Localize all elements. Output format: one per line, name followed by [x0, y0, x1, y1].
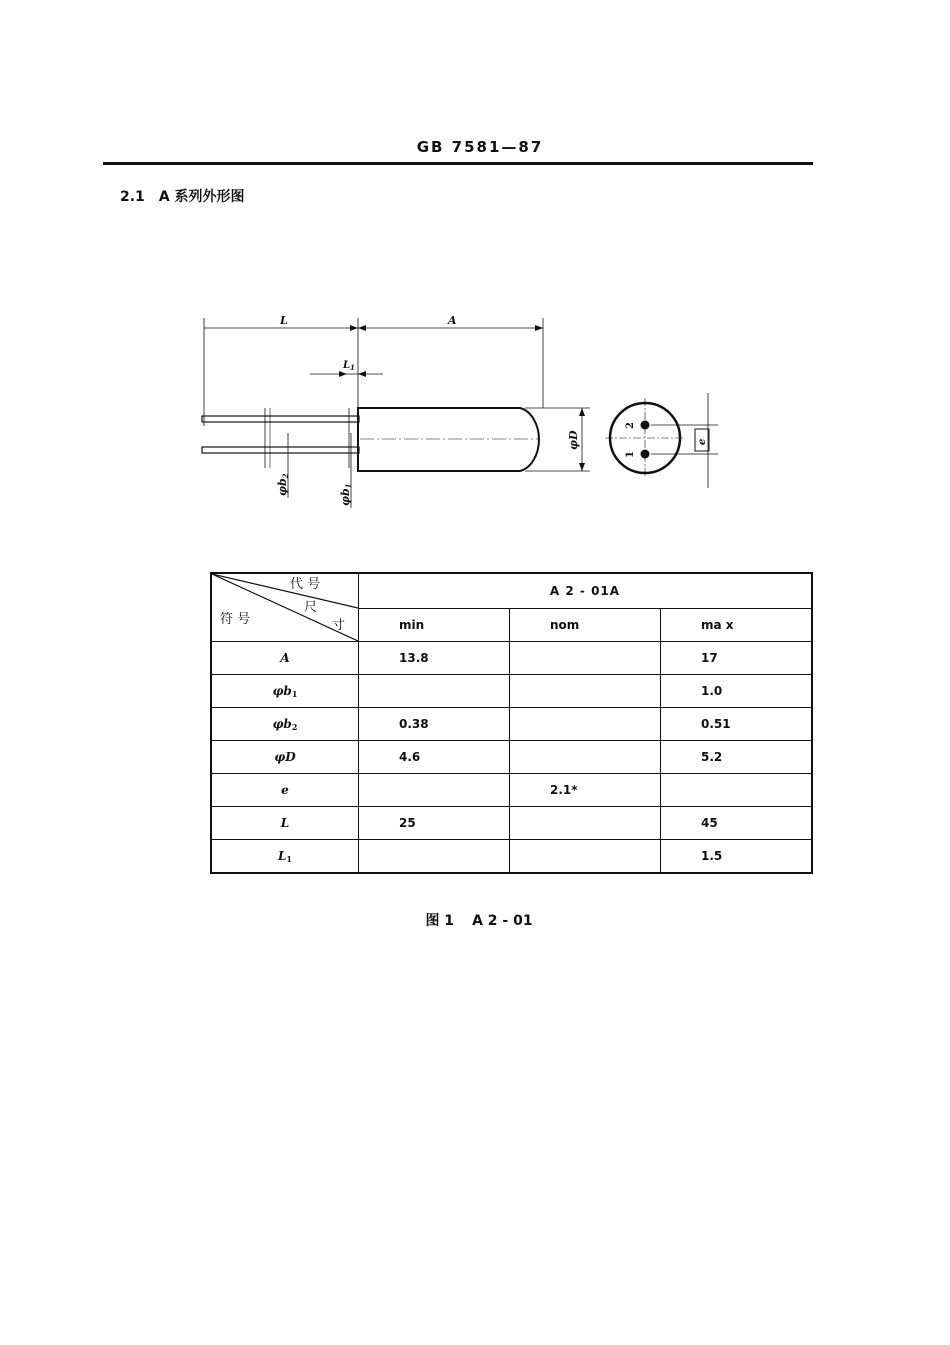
min-cell: 4.6	[359, 741, 510, 774]
nom-cell	[510, 675, 661, 708]
table-row	[211, 807, 812, 840]
col-header-nom: nom	[510, 609, 661, 642]
dim-phiD-label: φD	[567, 430, 580, 450]
max-cell: 45	[661, 807, 813, 840]
min-cell	[359, 675, 510, 708]
figure-title: A 2 - 01	[472, 913, 533, 929]
table-row	[211, 708, 812, 741]
min-cell: 13.8	[359, 642, 510, 675]
symbol-cell: $L_1$	[211, 840, 359, 874]
corner-header-cell	[211, 573, 359, 642]
min-cell: 0.38	[359, 708, 510, 741]
standard-header: GB 7581—87	[416, 138, 544, 156]
symbol-cell: φD	[211, 741, 359, 774]
nom-cell: 2.1*	[510, 774, 661, 807]
nom-cell	[510, 840, 661, 874]
min-cell	[359, 774, 510, 807]
section-number: 2.1	[120, 189, 145, 205]
model-header: A 2 - 01A	[359, 573, 813, 609]
table-row	[211, 642, 812, 675]
symbol-cell: A	[211, 642, 359, 675]
table-row	[211, 741, 812, 774]
section-title: A 系列外形图	[158, 189, 245, 205]
symbol-cell: e	[211, 774, 359, 807]
symbol-cell: $\varphi b_2$	[211, 708, 359, 741]
col-header-max: ma x	[661, 609, 813, 642]
header-rule	[103, 162, 813, 165]
min-cell	[359, 840, 510, 874]
max-cell: 0.51	[661, 708, 813, 741]
corner-symbol-label: 符 号	[220, 612, 251, 627]
section-heading	[120, 186, 245, 206]
symbol-cell: L	[211, 807, 359, 840]
table-row	[211, 675, 812, 708]
dim-e-label: e	[697, 438, 708, 445]
max-cell: 1.0	[661, 675, 813, 708]
max-cell: 17	[661, 642, 813, 675]
nom-cell	[510, 741, 661, 774]
dim-phib2-label: φb2	[276, 473, 290, 496]
figure-number: 图 1	[425, 913, 455, 929]
nom-cell	[510, 807, 661, 840]
outline-drawing	[190, 308, 730, 518]
dim-A-label: A	[448, 314, 457, 327]
col-header-min: min	[359, 609, 510, 642]
min-cell: 25	[359, 807, 510, 840]
dimension-table	[210, 572, 813, 874]
table-row	[211, 774, 812, 807]
max-cell	[661, 774, 813, 807]
nom-cell	[510, 708, 661, 741]
corner-dim-label-2: 寸	[332, 618, 346, 633]
max-cell: 5.2	[661, 741, 813, 774]
pin-2-label: 2	[625, 422, 636, 429]
corner-dim-label-1: 尺	[304, 600, 318, 615]
symbol-cell: $\varphi b_1$	[211, 675, 359, 708]
table-row	[211, 840, 812, 874]
corner-code-label: 代 号	[290, 577, 321, 592]
dim-L1-label: $L_1$	[343, 360, 355, 372]
max-cell: 1.5	[661, 840, 813, 874]
dim-phib1-label: φb1	[339, 483, 353, 506]
figure-caption	[0, 910, 950, 930]
pin-1-label: 1	[625, 451, 636, 458]
nom-cell	[510, 642, 661, 675]
dim-L-label: L	[280, 314, 288, 327]
